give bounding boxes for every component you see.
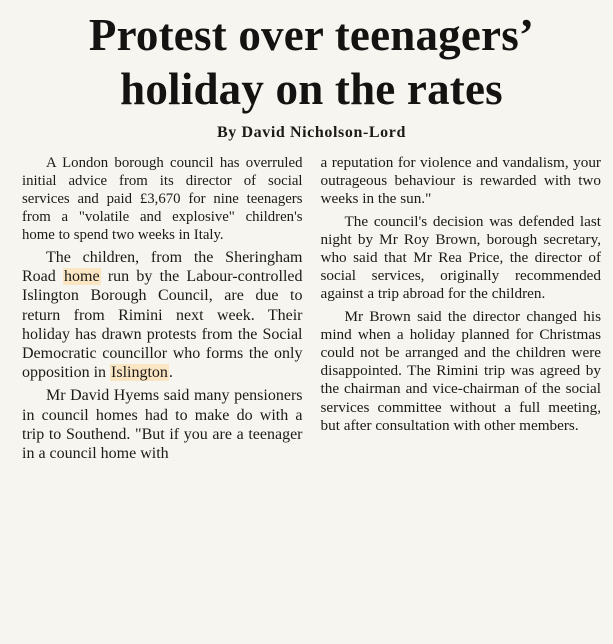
byline: By David Nicholson-Lord <box>217 124 406 141</box>
highlighted-word-islington: Islington <box>111 364 168 382</box>
article-body <box>22 154 601 463</box>
left-column <box>22 154 303 463</box>
highlighted-word-home: home <box>64 268 100 286</box>
left-paragraph-1: A London borough council has overruled initial advice from its director of social services and paid £3,670 for nine teenagers from a "volatile and explosive" children's home to spend two weeks in Italy. <box>22 155 303 243</box>
headline <box>22 8 601 116</box>
headline-line-2: holiday on the rates <box>120 64 503 114</box>
left-paragraph-2-text-a: The children, from the Sheringham Road <box>22 249 303 286</box>
right-paragraph-3: Mr Brown said the director changed his mind when a holiday planned for Christmas could not be arranged and the children were disappointed. The Rimini trip was agreed by the chairman and vice-chairman of the social services committee without a full meeting, but after consultation with other members. <box>320 307 601 434</box>
left-paragraph-3: Mr David Hyems said many pensioners in council homes had to make do with a trip to Southend. "But if you are a teenager in a council home with <box>22 387 303 463</box>
right-column <box>321 154 602 463</box>
headline-line-1: Protest over teenagers’ <box>88 10 535 60</box>
right-paragraph-1: a reputation for violence and vandalism, your outrageous behaviour is rewarded with two weeks in the sun." <box>320 154 601 208</box>
left-paragraph-2-text-c: . <box>168 364 173 382</box>
left-paragraph-2-text-b: run by the Labour-controlled Islington Borough Council, are due to return from Rimini next week. Their holiday has drawn protests from the Social Democratic councillor who forms the only opposition in <box>22 268 303 382</box>
right-paragraph-2: The council's decision was defended last night by Mr Roy Brown, borough secretary, who said that Mr Rea Price, the director of social services, originally recommended against a trip abroad for the children. <box>320 212 601 303</box>
left-paragraph-2 <box>22 248 303 382</box>
